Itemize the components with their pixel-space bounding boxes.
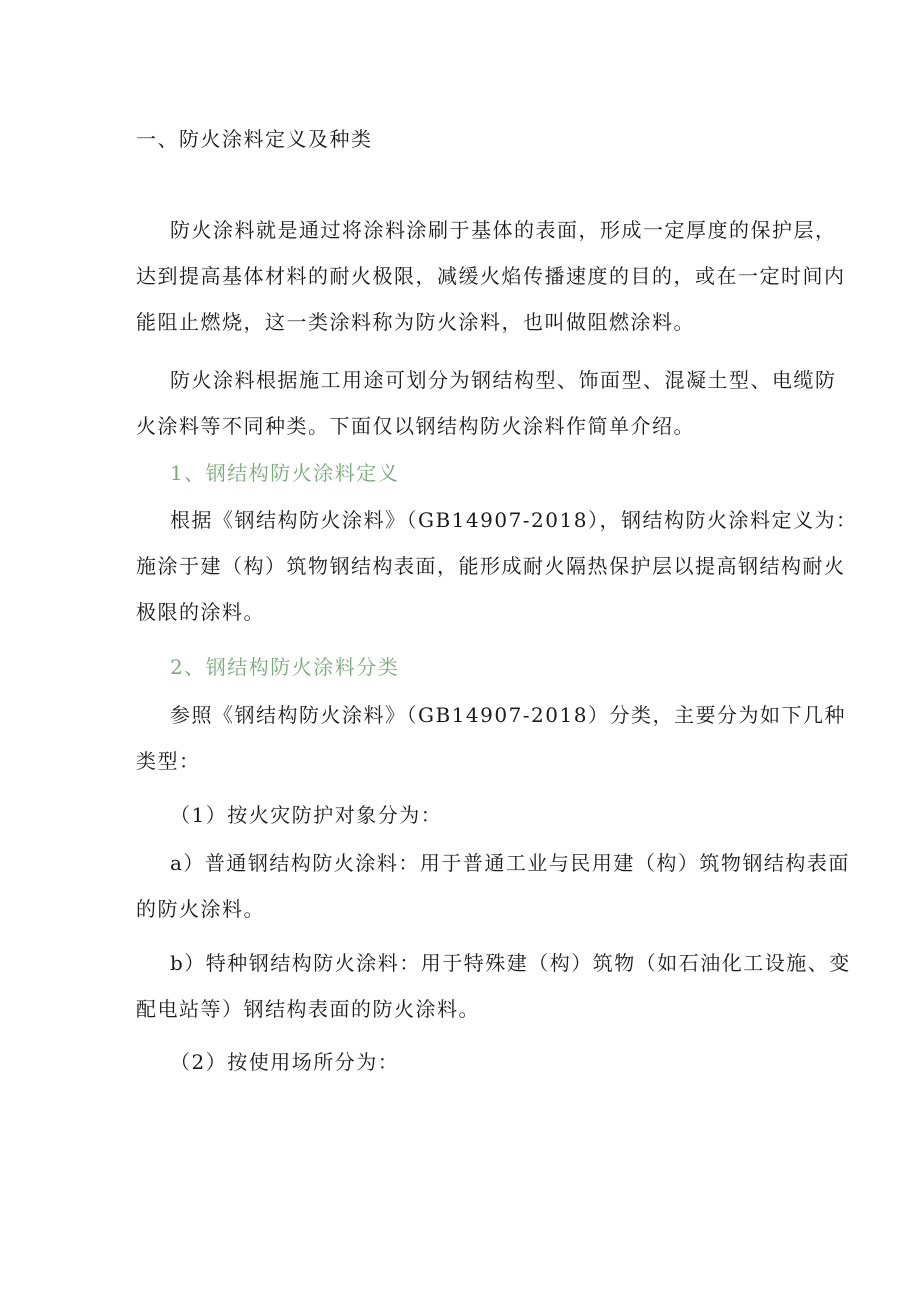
paragraph-types	[136, 357, 837, 449]
paragraph-line: b）特种钢结构防火涂料：用于特殊建（构）筑物（如石油化工设施、变	[170, 951, 851, 975]
subheading-definition: 1、钢结构防火涂料定义	[170, 461, 400, 485]
paragraph-line: 参照《钢结构防火涂料》（GB14907-2018）分类，主要分为如下几种	[170, 703, 846, 727]
paragraph-line: 类型：	[136, 749, 201, 773]
paragraph-line: 火涂料等不同种类。下面仅以钢结构防火涂料作简单介绍。	[136, 414, 695, 438]
paragraph-line: 极限的涂料。	[136, 600, 265, 624]
paragraph-gb-definition	[136, 497, 857, 635]
paragraph-line: 根据《钢结构防火涂料》（GB14907-2018），钢结构防火涂料定义为：	[170, 508, 858, 532]
paragraph-line: 施涂于建（构）筑物钢结构表面，能形成耐火隔热保护层以提高钢结构耐火	[136, 554, 846, 578]
paragraph-line: 配电站等）钢结构表面的防火涂料。	[136, 997, 480, 1021]
paragraph-line: 的防火涂料。	[136, 897, 265, 921]
paragraph-classification	[136, 692, 846, 784]
paragraph-line: 达到提高基体材料的耐火极限，减缓火焰传播速度的目的，或在一定时间内	[136, 264, 846, 288]
paragraph-type-b	[136, 940, 851, 1032]
subheading-classification: 2、钢结构防火涂料分类	[170, 655, 400, 679]
paragraph-line: 防火涂料就是通过将涂料涂刷于基体的表面，形成一定厚度的保护层，	[170, 218, 837, 242]
paragraph-line: a）普通钢结构防火涂料：用于普通工业与民用建（构）筑物钢结构表面	[170, 851, 850, 875]
section-heading: 一、防火涂料定义及种类	[136, 127, 373, 151]
list-item-protection-object: （1）按火灾防护对象分为：	[170, 803, 443, 827]
paragraph-line: 防火涂料根据施工用途可划分为钢结构型、饰面型、混凝土型、电缆防	[170, 368, 837, 392]
paragraph-definition	[136, 207, 846, 345]
paragraph-line: 能阻止燃烧，这一类涂料称为防火涂料，也叫做阻燃涂料。	[136, 310, 695, 334]
list-item-usage-place: （2）按使用场所分为：	[170, 1050, 400, 1074]
paragraph-type-a	[136, 840, 850, 932]
